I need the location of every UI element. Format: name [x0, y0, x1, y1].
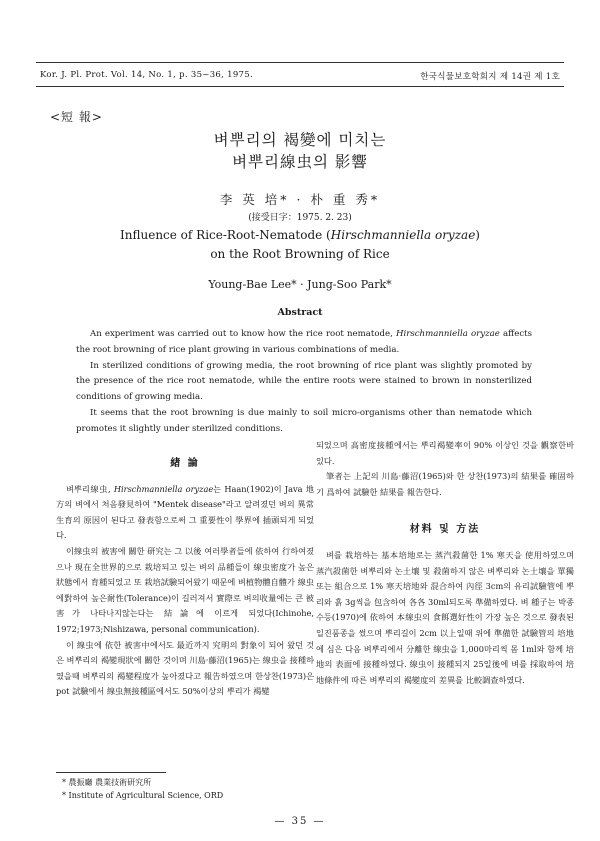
footnotes: [62, 776, 223, 802]
received-date: (接受日字：1975. 2. 23): [248, 213, 352, 223]
abstract-p1-prefix: An experiment was carried out to know how the rice root nematode,: [90, 329, 396, 339]
intro-p1-suffix: 는 Haan(1902)이 Java 地方의 벼에서 처음發見하여 "Mentek disease"라고 알려졌던 벼의 異常生育의 原因이 된다고 發表함으로써 그 重要性이 學界에 插頭되게 되었다.: [56, 483, 314, 541]
section-tag: <短 報>: [50, 110, 103, 124]
abstract-paragraph-1: [76, 327, 532, 359]
title-english-suffix: ): [475, 228, 480, 242]
title-english-prefix: Influence of Rice-Root-Nematode (: [120, 228, 331, 242]
page-number: — 35 —: [274, 816, 326, 827]
title-korean-line-2: 벼뿌리線虫의 影響: [232, 153, 368, 171]
intro-paragraph-2: 이線虫의 被害에 關한 研究는 그 以後 여러學者들에 依하여 行하여졌으나 現在全世界的으로 栽培되고 있는 벼의 品種들이 線虫密度가 높은 狀態에서 育種되었고 또 栽培試驗되어왔기 때문에 벼植物體自體가 線虫에對하여 높은耐性(Tolerance)이 길러져서 實際로 벼의收量에는 큰 被害가 나타나지않는다는 結論에 이르게 되었다(Ichinohe, 1972;1973;Nishizawa, personal communication).: [56, 545, 314, 634]
abstract-paragraph-2: In sterilized conditions of growing media, the root browning of rice plant was slightly promoted by the presence of the rice root nematode, while the entire roots were stained to brown in nonsterilized conditions of growing media.: [76, 360, 532, 403]
abstract-body: [76, 327, 532, 438]
header-rule-bottom: [36, 86, 564, 87]
abstract-p1-species: Hirschmanniella oryzae: [395, 329, 500, 339]
authors-korean: 李 英 培* · 朴 重 秀*: [219, 192, 381, 207]
methods-paragraph-1: 벼를 栽培하는 基本培地로는 蒸汽殺菌한 1% 寒天을 使用하였으며 蒸汽殺菌한 벼뿌리와 논土壤 및 殺菌하지 않은 벼뿌리와 논土壤을 單獨 또는 組合으로 1% 寒天培地와 混合하여 內徑 3cm의 유리試驗管에 뿌리와 흙 3g씩을 包含하여 各各 30ml되도록 準備하였다. 벼 種子는 박종수등(1970)에 依하여 本線虫의 食餌選好性이 가장 높은 것으로 發表된 일진품종을 썼으며 뿌리길이 2cm 以上일때 위에 準備한 試驗管의 培地에 심은 다음 벼뿌리에서 分離한 線虫을 1,000마리씩 몸 1ml와 함께 培地의 表面에 接種하였다. 線虫이 接種되지 25일後에 벼를 採取하여 培地條件에 따른 벼뿌리의 褐變度의 差異를 比較調查하였다.: [316, 549, 574, 685]
intro-paragraph-3: 이 線虫에 依한 被害中에서도 最近까지 究明의 對象이 되어 왔던 것은 벼뿌리의 褐變現狀에 關한 것이며 川島·藤沼(1965)는 線虫을 接種하였을때 벼뿌리의 褐變程度가 높아졌다고 報告하였으며 한상찬(1973)은 pot 試驗에서 線虫無接種區에서도 50%이상의 뿌리가 褐變: [56, 639, 314, 697]
intro-p1-species: Hirschmanniella oryzae: [113, 483, 214, 494]
title-korean-line-1: 벼뿌리의 褐變에 미치는: [213, 131, 387, 149]
intro-p1-prefix: 벼뿌리線虫,: [66, 483, 114, 494]
title-english-line-2: on the Root Browning of Rice: [210, 247, 390, 261]
abstract-p1-suffix: affects the root browning of rice plant growing in various combinations of media.: [76, 329, 533, 355]
authors-english: Young-Bae Lee* · Jung-Soo Park*: [208, 278, 392, 291]
left-column: [56, 442, 314, 700]
abstract-heading: Abstract: [277, 307, 323, 318]
aim-paragraph: 筆者는 上記의 川島·藤沼(1965)와 한 상찬(1973)의 結果를 確固하기 爲하여 試驗한 結果를 報告한다.: [316, 471, 574, 497]
intro-paragraph-1: [56, 482, 314, 544]
journal-korean-title: 한국식물보호학회지 제 14권 제 1호: [420, 72, 560, 82]
title-english-line-1: [0, 226, 600, 245]
journal-citation: Kor. J. Pl. Prot. Vol. 14, No. 1, p. 35~36, 1975.: [40, 70, 253, 80]
footnote-korean: * 農振廳 農業技術研究所: [62, 778, 152, 787]
header-rule-top: [36, 62, 564, 63]
title-english-species: Hirschmanniella oryzae: [330, 228, 476, 242]
right-column: [316, 438, 574, 688]
methods-heading: 材料 및 方法: [409, 524, 481, 536]
intro-heading: 緖 論: [170, 458, 200, 469]
footnote-english: * Institute of Agricultural Science, ORD: [62, 791, 224, 800]
intro-paragraph-continued: 되었으며 高密度接種에서는 뿌리褐變率이 90% 이상인 것을 觀察한바 있다.: [316, 440, 574, 466]
footnote-rule: [56, 772, 166, 773]
abstract-paragraph-3: It seems that the root browning is due mainly to soil micro-organisms other than nematode which promotes it slightly under sterilized conditions.: [76, 407, 532, 434]
